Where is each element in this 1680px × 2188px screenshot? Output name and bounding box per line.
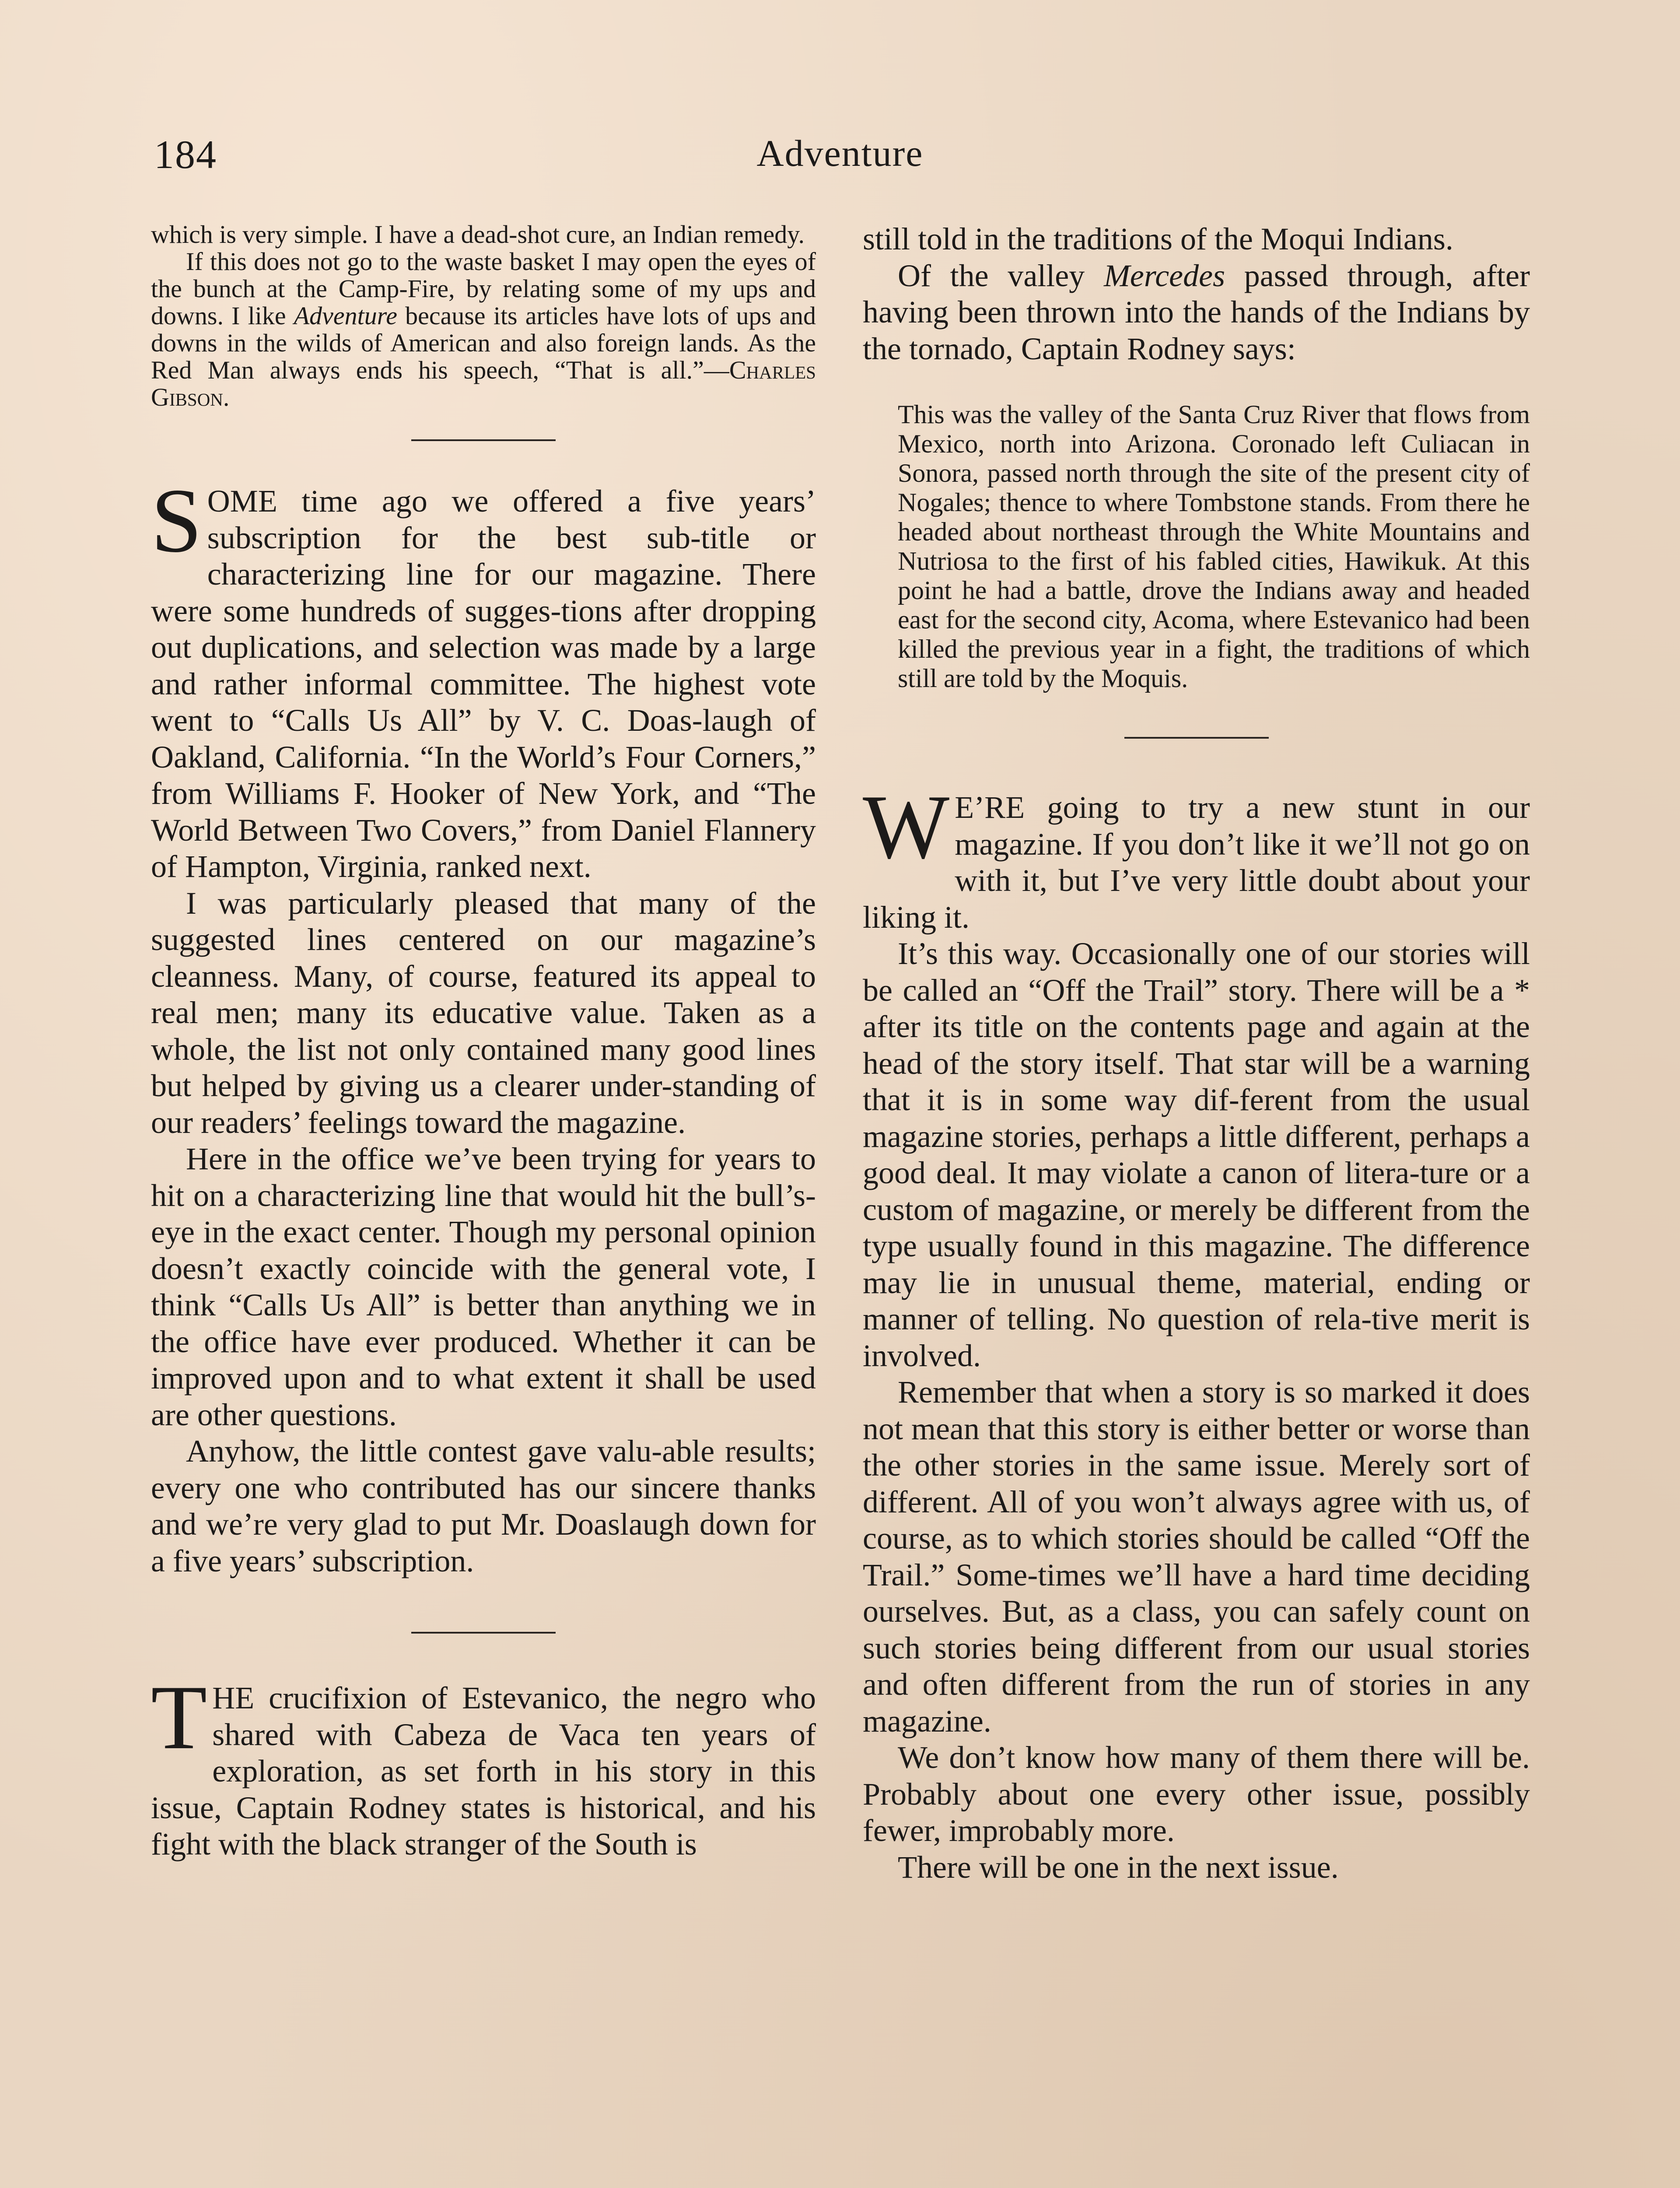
section-paragraph: THE crucifixion of Estevanico, the negro who shared with Cabeza de Vaca ten years of exploration, as set forth in his story in this issue, Captain Rodney states is historical, and his fight with the black stranger of the South is [151, 1667, 816, 1862]
letter-signature: Charles Gibson [151, 356, 816, 411]
section-paragraph: Anyhow, the little contest gave valu-able results; every one who contributed has our sincere thanks and we’re very glad to put Mr. Doaslaugh down for a five years’ subscription. [151, 1434, 816, 1578]
drop-cap: S [151, 470, 202, 572]
section-paragraph: SOME time ago we offered a five years’ subscription for the best sub-title or characterizing line for our magazine. There were some hundreds of sugges-tions after dropping out duplications, and selection was made by a large and rather informal committee. The highest vote went to “Calls Us All” by V. C. Doas-laugh of Oakland, California. “In the World’s Four Corners,” from Williams F. Hooker of New York, and “The World Between Two Covers,” from Daniel Flannery of Hampton, Virginia, ranked next. [151, 470, 816, 884]
off-the-trail-section [863, 776, 1530, 1886]
section-paragraph: It’s this way. Occasionally one of our stories will be called an “Off the Trail” story. There will be a * after its title on the contents page and again at the head of the story itself. That star will be a warning that it is in some way dif-ferent from the usual magazine stories, perhaps a little different, perhaps a good deal. It may violate a canon of litera-ture or a custom of magazine, or merely be different from the type usually found in this magazine. The difference may lie in unusual theme, material, ending or manner of telling. No question of rela-tive merit is involved. [863, 936, 1530, 1373]
section-paragraph: W E’RE going to try a new stunt in our magazine. If you don’t like it we’ll not go on with it, but I’ve very little doubt about your liking it. [863, 776, 1530, 935]
section-paragraph: Remember that when a story is so marked it does not mean that this story is either better or worse than the other stories in the same issue. Merely sort of different. All of you won’t always agree with us, of course, as to which stories should be called “Off the Trail.” Some-times we’ll have a hard time deciding ourselves. But, as a class, you can safely count on such stories being different from our usual stories and often different from the run of stories in any magazine. [863, 1375, 1530, 1739]
section-paragraph: still told in the traditions of the Moqui Indians. [863, 221, 1453, 256]
section-paragraph: I was particularly pleased that many of the suggested lines centered on our magazine’s cleanness. Many, of course, featured its appeal to real men; many its educative value. Taken as a whole, the list not only contained many good lines but helped by giving us a clearer under-standing of our readers’ feelings toward the magazine. [151, 885, 816, 1140]
letter-paragraph: If this does not go to the waste basket I may open the eyes of the bunch at the Camp-Fire, by relating some of my ups and downs. I like Adventure because its articles have lots of ups and downs in the wilds of American and also foreign lands. As the Red Man always ends his speech, “That is all.”—Charles Gibson. [151, 247, 816, 411]
running-head: Adventure [756, 132, 924, 174]
section-divider [1124, 737, 1269, 739]
right-column [863, 221, 1530, 1886]
subtitle-contest-section [151, 470, 816, 1579]
page-header [154, 131, 1526, 179]
section-paragraph: We don’t know how many of them there will be. Probably about one every other issue, possibly fewer, improbably more. [863, 1740, 1530, 1848]
section-divider [411, 1632, 556, 1634]
section-paragraph: Here in the office we’ve been trying for years to hit on a characterizing line that would hit the bull’s-eye in the exact center. Though my personal opinion doesn’t exactly coincide with the general vote, I think “Calls Us All” is better than anything we in the office have ever produced. Whether it can be improved upon and to what extent it shall be used are other questions. [151, 1141, 816, 1432]
section-paragraph: Of the valley Mercedes passed through, after having been thrown into the hands of the Indians by the tornado, Captain Rodney says: [863, 258, 1530, 366]
drop-cap: T [151, 1667, 207, 1768]
section-paragraph: There will be one in the next issue. [898, 1849, 1339, 1885]
estevanico-section [151, 1667, 816, 1863]
left-column [151, 221, 816, 1863]
drop-cap: W [863, 776, 950, 878]
block-quote: This was the valley of the Santa Cruz River that flows from Mexico, north into Arizona. Coronado left Culiacan in Sonora, passed north through the site of the present city of Nogales; thence to where Tombstone stands. From there he headed about northeast through the White Mountains and Nutriosa to the first of his fabled cities, Hawikuk. At this point he had a battle, drove the Indians away and headed east for the second city, Acoma, where Estevanico had been killed the previous year in a fight, the traditions of which still are told by the Moquis. [898, 400, 1530, 693]
letter-paragraph: which is very simple. I have a dead-shot cure, an Indian remedy. [151, 220, 805, 249]
page-number: 184 [154, 132, 217, 177]
section-divider [411, 439, 556, 441]
